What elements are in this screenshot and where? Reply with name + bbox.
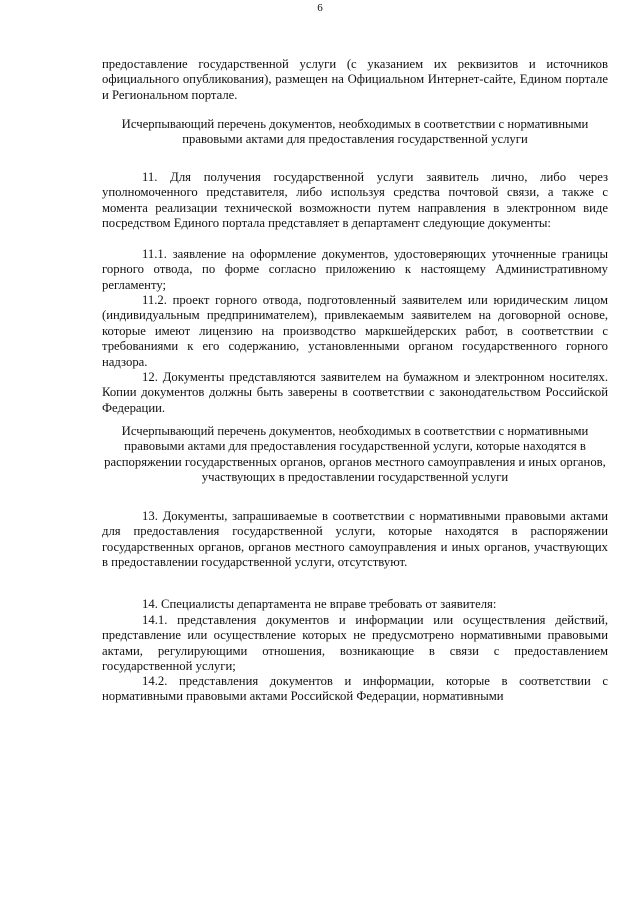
section-heading-required-documents: Исчерпывающий перечень документов, необходимых в соответствии с нормативными правовыми актами для предоставления государственной услуги [121, 117, 589, 147]
paragraph-14: 14. Специалисты департамента не вправе требовать от заявителя: [142, 597, 497, 611]
section-heading-interagency-documents: Исчерпывающий перечень документов, необходимых в соответствии с нормативными правовыми актами для предоставления государственной услуги, которые находятся в распоряжении государственных органов, органов местного самоуправления и иных органов, участвующих в предоставлении государственной услуги [104, 424, 606, 485]
paragraph-14-2: 14.2. представления документов и информации, которые в соответствии с нормативными правовыми актами Российской Федерации, нормативными [102, 674, 608, 704]
paragraph-13: 13. Документы, запрашиваемые в соответствии с нормативными правовыми актами для предоставления государственной услуги, которые находятся в распоряжении государственных органов, органов местного самоуправления и иных органов, участвующих в предоставлении государственной услуги, отсутствуют. [102, 509, 608, 570]
paragraph-12: 12. Документы представляются заявителем на бумажном и электронном носителях. Копии документов должны быть заверены в соответствии с законодательством Российской Федерации. [102, 370, 608, 415]
paragraph-11: 11. Для получения государственной услуги заявитель лично, либо через уполномоченного представителя, либо используя средства почтовой связи, а также с момента реализации технической возможности путем направления в электронном виде посредством Единого портала представляет в департамент следующие документы: [102, 170, 608, 231]
paragraph-11-1: 11.1. заявление на оформление документов, удостоверяющих уточненные границы горного отвода, по форме согласно приложению к настоящему Административному регламенту; [102, 247, 608, 292]
paragraph-11-2: 11.2. проект горного отвода, подготовленный заявителем или юридическим лицом (индивидуальным предпринимателем), привлекаемым заявителем на договорной основе, которые имеют лицензию на производство маркшейдерских работ, в соответствии с требованиями к его содержанию, установленными органом государственного горного надзора. [102, 293, 608, 369]
page-number: 6 [317, 2, 323, 14]
intro-paragraph: предоставление государственной услуги (с указанием их реквизитов и источников официального опубликования), размещен на Официальном Интернет-сайте, Едином портале и Региональном портале. [102, 57, 608, 102]
paragraph-14-1: 14.1. представления документов и информации или осуществления действий, представление или осуществление которых не предусмотрено нормативными правовыми актами, регулирующими отношения, возникающие в связи с предоставлением государственной услуги; [102, 613, 608, 674]
